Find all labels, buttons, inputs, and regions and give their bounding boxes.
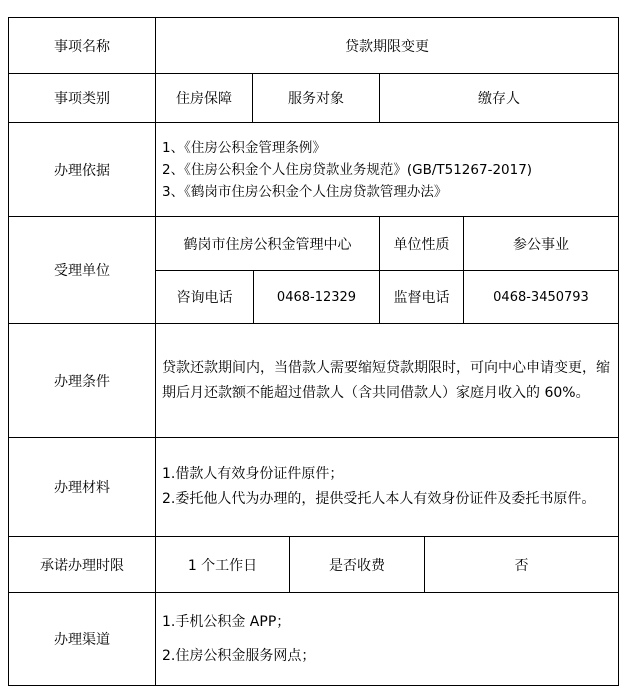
unit-nature-label: 单位性质 — [393, 236, 450, 253]
materials-item: 1.借款人有效身份证件原件； — [162, 466, 344, 482]
fee-label: 是否收费 — [329, 557, 385, 574]
channels-list — [156, 593, 618, 685]
conditions-text-cell — [156, 324, 618, 437]
fee-value: 否 — [514, 557, 529, 574]
materials-label: 办理材料 — [54, 480, 110, 496]
time-limit-value: 1 个工作日 — [187, 557, 258, 574]
item-type-value: 住房保障 — [176, 91, 232, 107]
unit-label: 受理单位 — [54, 263, 110, 279]
consult-phone-value: 0468-12329 — [276, 289, 357, 305]
unit-name: 鹤岗市住房公积金管理中心 — [183, 236, 352, 253]
service-target-label: 服务对象 — [288, 91, 344, 107]
consult-phone-label: 咨询电话 — [176, 290, 233, 306]
item-name-value: 贷款期限变更 — [345, 38, 429, 55]
materials-list — [156, 438, 618, 536]
conditions-text: 贷款还款期间内，当借款人需要缩短贷款期限时，可向中心申请变更，缩期后月还款额不能超过借款人（含共同借款人）家庭月收入的 60%。 — [162, 359, 610, 401]
conditions-label: 办理条件 — [54, 373, 110, 390]
channel-item: 2.住房公积金服务网点； — [162, 648, 316, 664]
unit-nature-value: 参公事业 — [513, 236, 569, 253]
time-limit-label: 承诺办理时限 — [40, 557, 124, 574]
h-line — [8, 685, 619, 686]
channel-item: 1.手机公积金 APP； — [162, 614, 291, 630]
v-line — [618, 17, 619, 686]
item-name-label: 事项名称 — [54, 38, 110, 55]
supervise-phone-label: 监督电话 — [393, 290, 450, 306]
item-type-label: 事项类别 — [54, 91, 110, 107]
supervise-phone-value: 0468-3450793 — [493, 289, 589, 305]
service-target-value: 缴存人 — [478, 91, 520, 107]
basis-label: 办理依据 — [54, 162, 110, 179]
basis-list — [156, 123, 618, 216]
basis-item: 3、《鹤岗市住房公积金个人住房贷款管理办法》 — [162, 183, 448, 200]
basis-item: 2、《住房公积金个人住房贷款业务规范》(GB/T51267-2017) — [162, 161, 533, 178]
materials-item: 2.委托他人代为办理的，提供受托人本人有效身份证件及委托书原件。 — [162, 491, 596, 507]
channels-label: 办理渠道 — [54, 632, 110, 648]
basis-item: 1、《住房公积金管理条例》 — [162, 139, 326, 156]
